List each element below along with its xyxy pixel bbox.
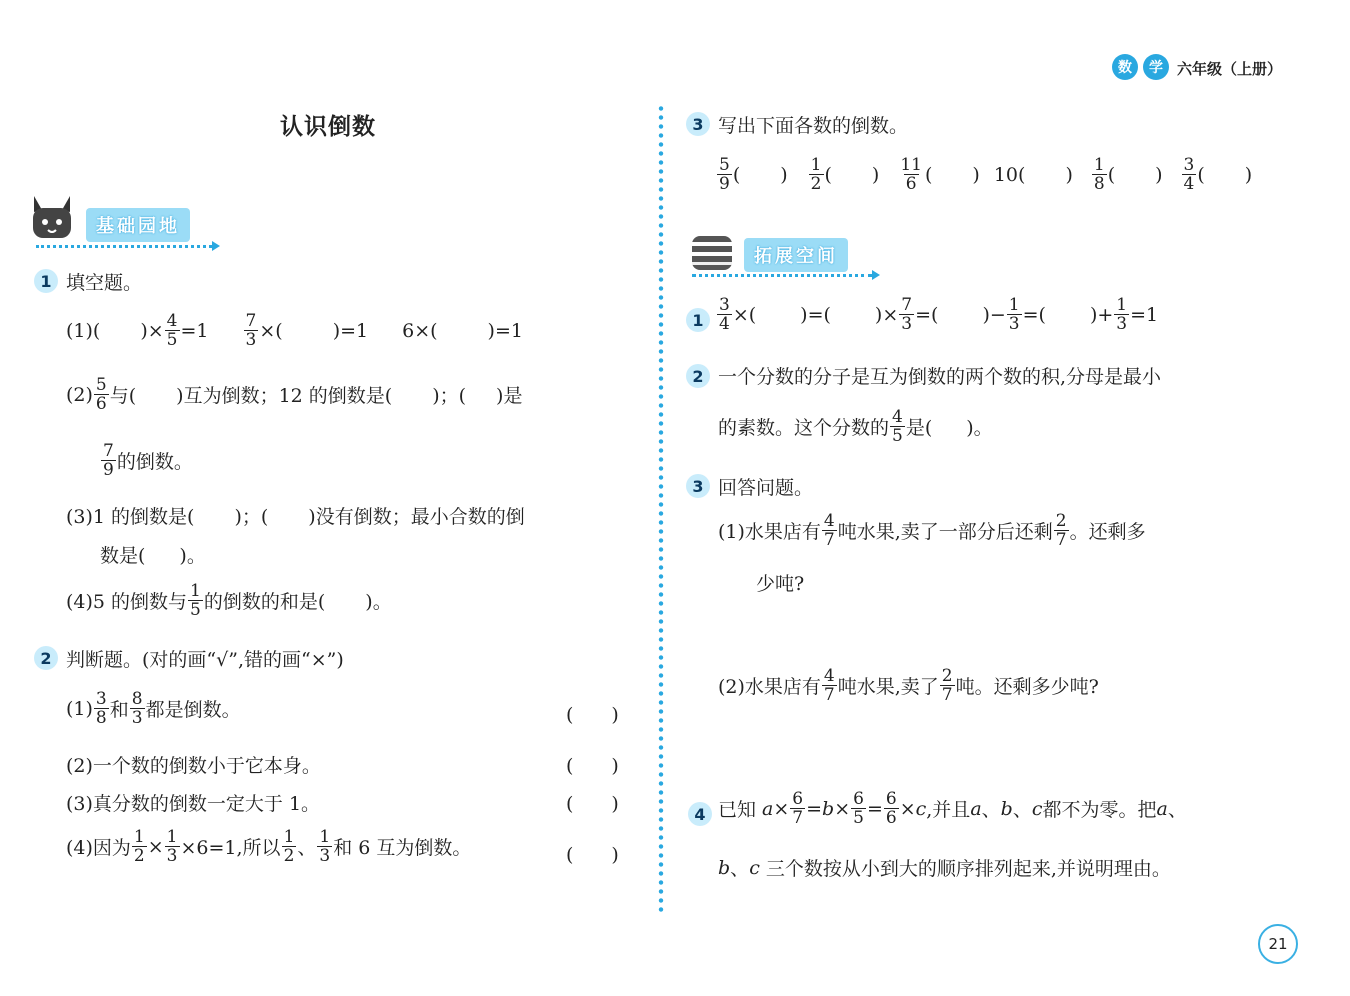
ext-q2-text: 一个分数的分子是互为倒数的两个数的积,分母是最小 [718,366,1162,388]
zebra-mascot-icon [688,230,736,274]
question-title: 回答问题。 [718,477,814,499]
page-number: 21 [1258,924,1298,964]
reciprocal-row: 5 9 ( ) 1 2 ( ) 11 6 ( ) 10 ( ) 1 8 ( ) 3 4 ( ) [719,155,1253,194]
q1-part2-cont: 7 9 的倒数。 [103,441,193,480]
grade-label: 六年级（上册） [1177,60,1283,78]
ext-q4-text-cont: b 、 c 三个数按从小到大的顺序排列起来,并说明理由。 [718,856,1171,880]
question-number: 4 [688,802,712,826]
fraction: $\frac{7}{3}$ [901,295,913,334]
q2-item2: (2)一个数的倒数小于它本身。 [66,755,321,777]
page-title: 认识倒数 [280,114,376,140]
fraction: $\frac{1}{2}$ [133,827,145,866]
banner-arrow-icon [872,270,880,280]
fraction: 3 8 [95,689,107,728]
fraction: 1 2 [810,155,822,194]
fraction: 1 3 [319,827,331,866]
answer-paren[interactable]: ( ) [566,755,619,777]
fraction: $\frac{6}{7}$ [792,789,804,828]
q1-part3: (3)1 的倒数是( )；( )没有倒数；最小合数的倒 [66,506,525,528]
q1-part2: (2) 5 6 与( )互为倒数；12 的倒数是( )；( )是 [66,375,523,414]
fraction: 1 8 [1093,155,1105,194]
q2-item1: (1) 3 8 和 8 3 都是倒数。 [66,689,241,728]
question-number: 1 [686,308,710,332]
answer-paren[interactable]: ( ) [566,793,619,815]
question-number: 3 [686,474,710,498]
banner-arrow-icon [212,241,220,251]
ext-q4-text: 已知 a × $\frac{6}{7}$ = b × $\frac{6}{5}$ = $\frac{6}{6}$ × c ,并且 a 、 b 、 c 都不为零。把 a 、 [718,789,1187,828]
section-banner-extend: 拓展空间 [744,238,848,272]
ext-q3-part2: (2)水果店有 4 7 吨水果,卖了 2 7 吨。还剩多少吨? [718,666,1099,705]
banner-dotted-line [36,245,212,248]
fraction: 5 6 [95,375,107,414]
answer-paren[interactable]: ( ) [566,704,619,726]
q1-part4: (4)5 的倒数与 1 5 的倒数的和是( )。 [66,581,392,620]
cat-mascot-icon [30,192,74,246]
q1-part3-cont: 数是( )。 [100,545,206,567]
question-title: 写出下面各数的倒数。 [718,115,909,137]
fraction: 4 7 [823,511,835,550]
question-number: 2 [686,364,710,388]
fraction: 2 7 [1055,511,1067,550]
question-number: 3 [686,112,710,136]
fraction: $\frac{1}{3}$ [166,827,178,866]
ext-q1-equation: $\frac{3}{4}$ ×( )=( )× $\frac{7}{3}$ =( )− $\frac{1}{3}$ =( )+ $\frac{1}{3}$ =1 [719,295,1159,334]
fraction: 11 6 [900,155,922,194]
q2-item4: (4)因为 $\frac{1}{2}$ × $\frac{1}{3}$ ×6=1,所以 1 2 、 1 3 和 6 互为倒数。 [66,827,472,866]
ext-q3-part1: (1)水果店有 4 7 吨水果,卖了一部分后还剩 2 7 。还剩多 [718,511,1146,550]
fraction: 1 2 [283,827,295,866]
fraction: $\frac{3}{4}$ [719,295,730,334]
fraction: $\frac{6}{6}$ [885,789,897,828]
fraction: 3 4 [1183,155,1195,194]
subject-badge-shu: 数 [1112,54,1138,80]
q2-item3: (3)真分数的倒数一定大于 1。 [66,793,321,815]
fraction: $\frac{1}{3}$ [1008,295,1020,334]
subject-badge-xue: 学 [1143,54,1169,80]
fraction: $\frac{1}{3}$ [1116,295,1128,334]
question-title: 判断题。(对的画“√”,错的画“×”) [66,649,344,671]
fraction: 8 3 [131,689,143,728]
fraction: 7 9 [103,441,114,480]
fraction: 5 9 [719,155,730,194]
ext-q2-text-cont: 的素数。这个分数的 4 5 是( )。 [718,407,993,446]
q1-part1: (1)( )× $\frac{4}{5}$ =1 $\frac{7}{3}$ ×( )=1 6×( )=1 [66,311,523,350]
banner-dotted-line [692,274,872,277]
fraction: 4 5 [892,407,903,446]
fraction: $\frac{4}{5}$ [166,311,178,350]
section-banner-basic: 基础园地 [86,208,190,242]
question-number: 2 [34,646,58,670]
fraction: 4 7 [823,666,835,705]
fraction: 2 7 [941,666,953,705]
center-divider [658,104,664,916]
answer-paren[interactable]: ( ) [566,844,619,866]
fraction: 1 5 [190,581,201,620]
fraction: $\frac{6}{5}$ [853,789,864,828]
question-number: 1 [34,269,58,293]
ext-q3-part1-cont: 少吨? [756,573,805,595]
fraction: $\frac{7}{3}$ [245,311,257,350]
question-title: 填空题。 [66,272,143,294]
